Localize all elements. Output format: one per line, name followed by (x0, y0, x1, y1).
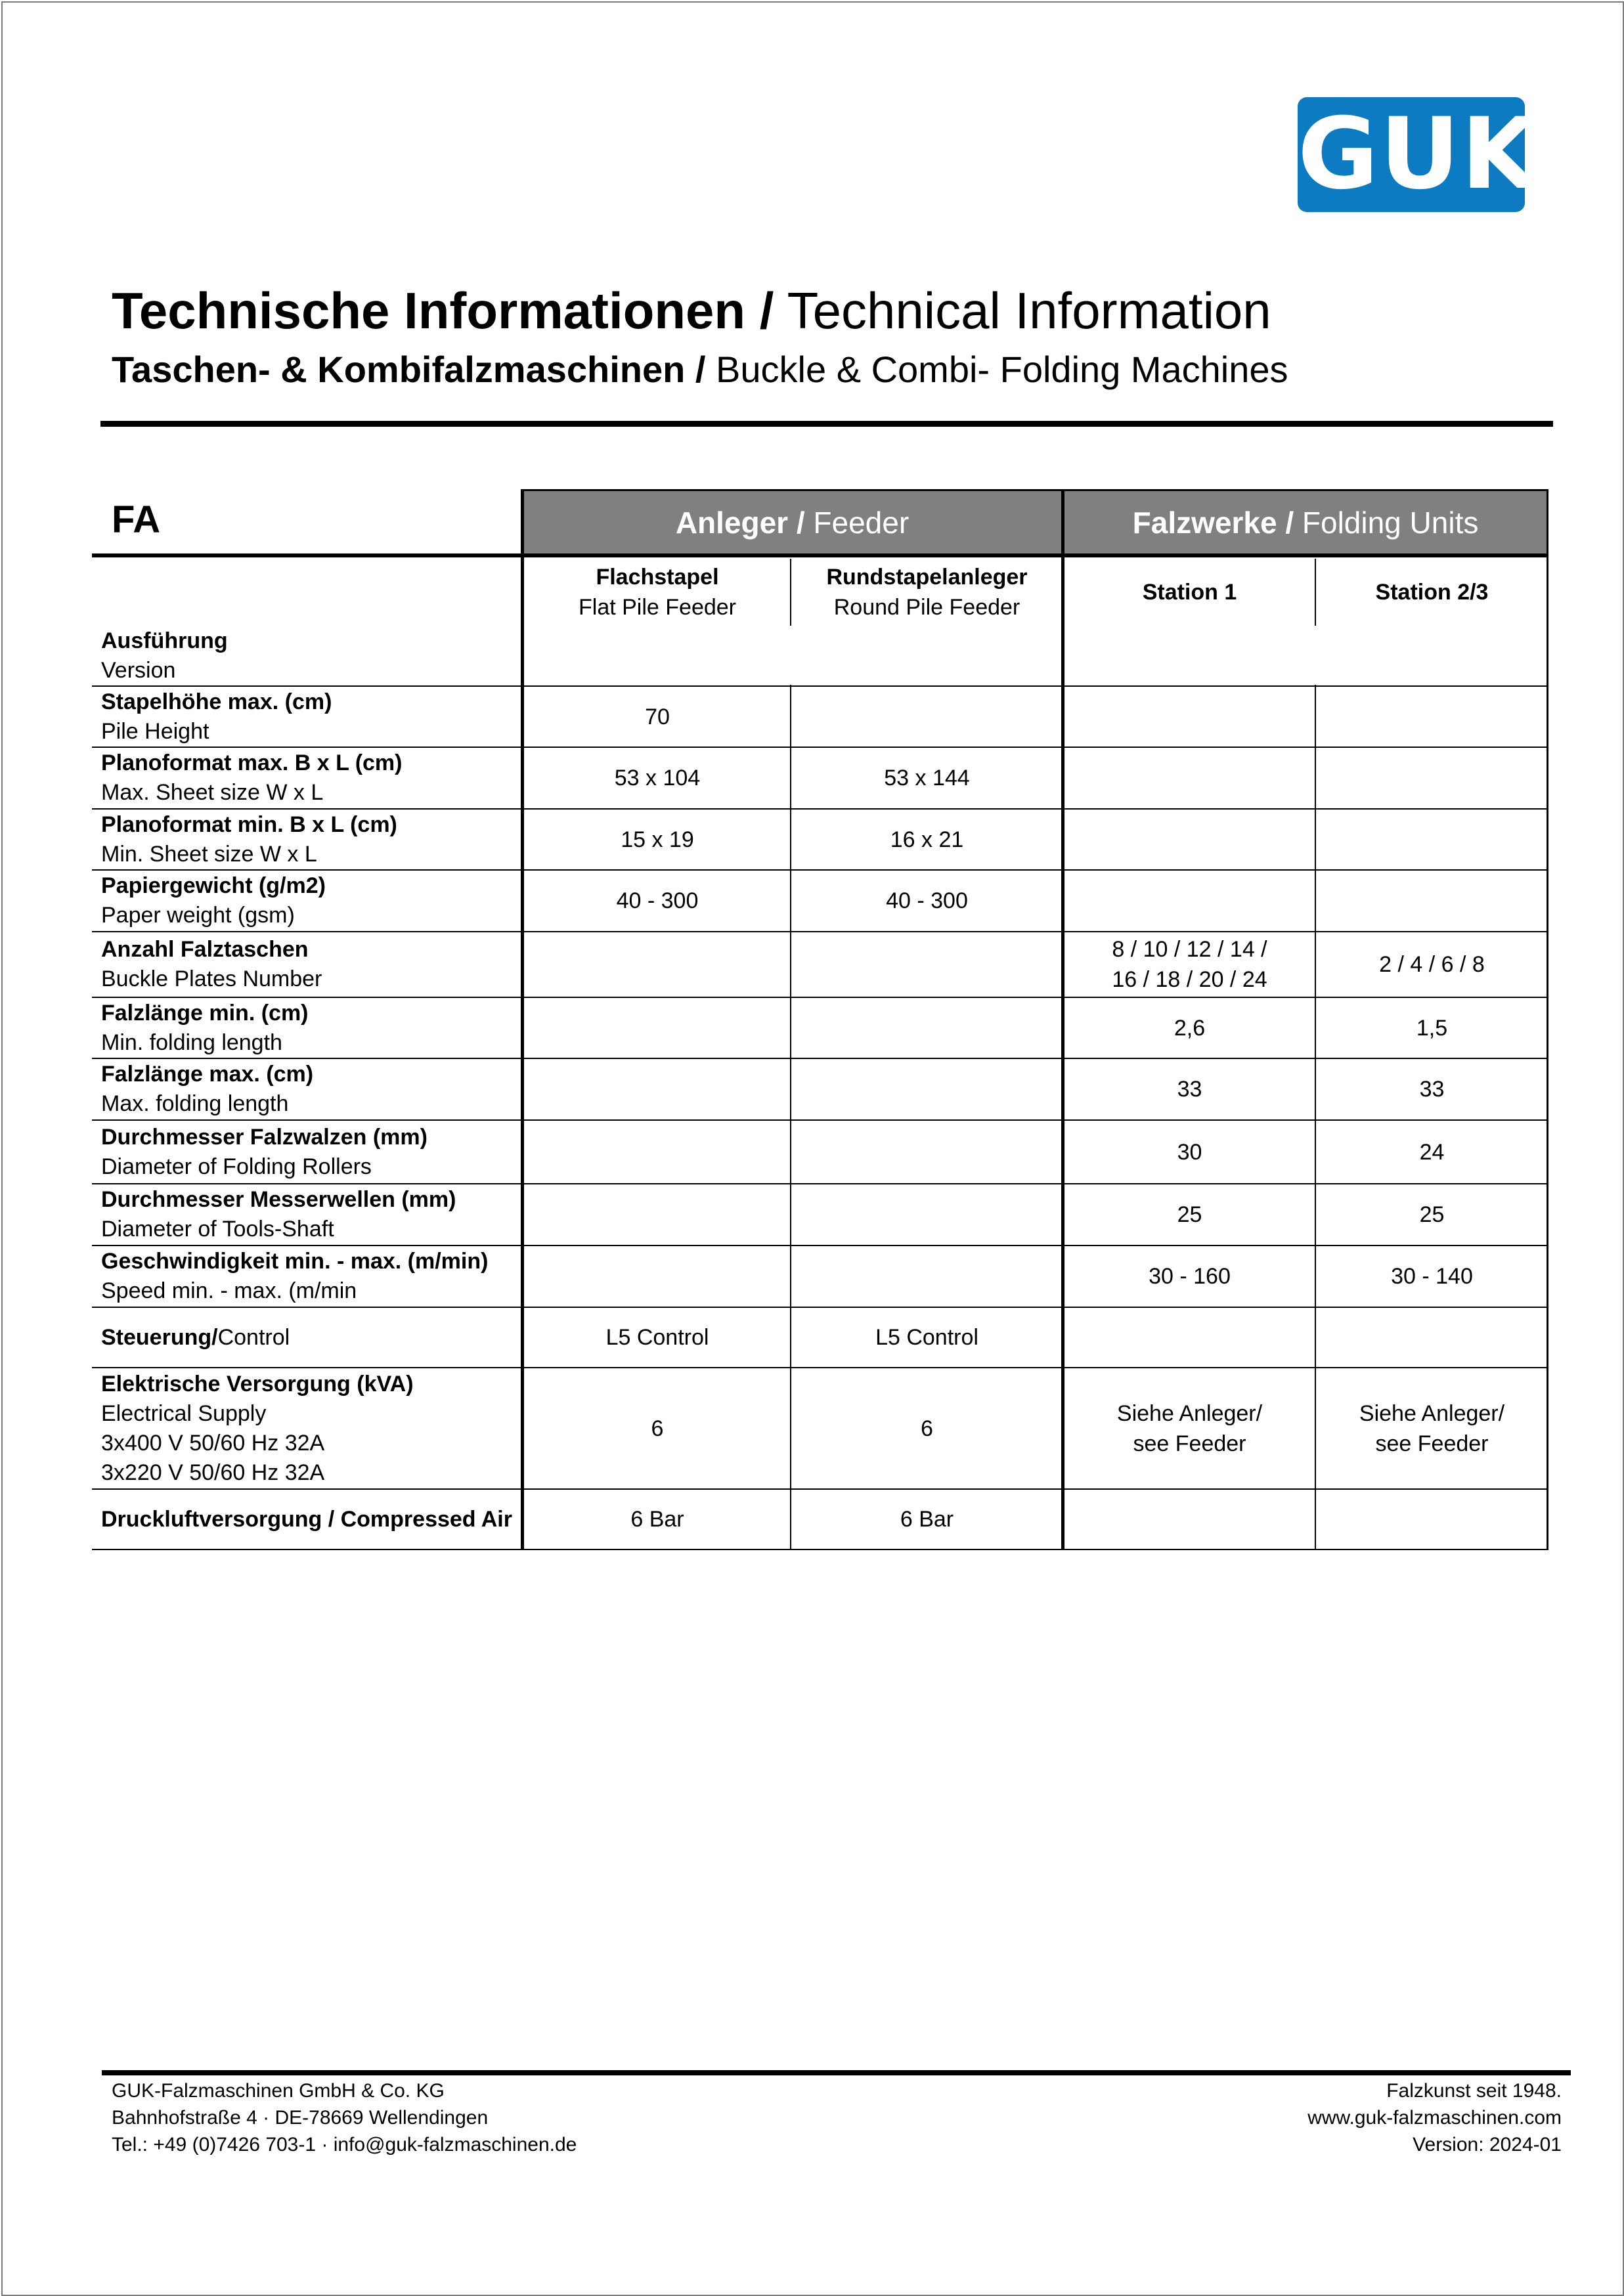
row-label-en: Min. folding length (101, 1029, 282, 1055)
table-cell (1315, 809, 1548, 870)
column-header-de: Rundstapelanleger (826, 564, 1028, 590)
table-cell (791, 686, 1063, 747)
table-cell (1064, 932, 1315, 997)
table-cell (1315, 686, 1548, 747)
subtitle-german: Taschen- & Kombifalzmaschinen / (112, 349, 706, 390)
row-divider (92, 1549, 1548, 1550)
table-cell (1315, 747, 1548, 809)
cell-value: 53 x 104 (614, 766, 701, 791)
cell-value: 30 (1177, 1139, 1202, 1165)
row-label (92, 1368, 521, 1489)
column-divider (790, 559, 791, 1549)
guk-logo: GUK (1298, 97, 1539, 211)
table-cell (1315, 625, 1548, 686)
cell-value: Siehe Anleger/ (1116, 1400, 1263, 1426)
row-label-en: Control (217, 1324, 290, 1350)
footer-left (112, 2077, 577, 2158)
row-label (92, 1307, 521, 1368)
row-label (92, 1184, 521, 1245)
table-cell (1064, 809, 1315, 870)
cell-value: 16 x 21 (890, 827, 964, 852)
table-cell (523, 1307, 791, 1368)
table-cell (791, 809, 1063, 870)
table-cell (523, 1245, 791, 1307)
cell-value: 1,5 (1416, 1015, 1448, 1041)
row-label-de: Durchmesser Falzwalzen (mm) (101, 1124, 428, 1150)
merged-cell-mask (789, 626, 792, 685)
title-english: Technical Information (787, 282, 1271, 339)
row-label-en3: 3x220 V 50/60 Hz 32A (101, 1460, 325, 1485)
table-cell (1315, 1058, 1548, 1120)
table-cell (1064, 870, 1315, 932)
table-cell (791, 1184, 1063, 1245)
table-cell (523, 997, 791, 1058)
cell-value: 40 - 300 (616, 888, 699, 913)
title-german: Technische Informationen / (112, 282, 774, 339)
footer-right (1307, 2077, 1562, 2158)
merged-cell-mask (1314, 626, 1317, 685)
table-cell (791, 870, 1063, 932)
feeder-group-header (522, 490, 1063, 555)
cell-value: 24 (1419, 1139, 1445, 1165)
header-thick-line (92, 553, 1548, 557)
row-label-en: Max. Sheet size W x L (101, 780, 324, 805)
table-right-border (1547, 489, 1548, 1549)
column-header-en: Round Pile Feeder (833, 594, 1020, 620)
footer-slogan: Falzkunst seit 1948. (1386, 2080, 1562, 2102)
cell-value: Siehe Anleger/ (1359, 1400, 1505, 1426)
table-cell (1315, 1489, 1548, 1549)
cell-value-line2: 16 / 18 / 20 / 24 (1112, 967, 1267, 992)
cell-value: 40 - 300 (886, 888, 968, 913)
row-label-en: Buckle Plates Number (101, 966, 322, 991)
table-cell (1315, 1245, 1548, 1307)
table-cell (1064, 1489, 1315, 1549)
cell-value: 6 (921, 1416, 933, 1441)
table-cell (1315, 997, 1548, 1058)
cell-value: 25 (1177, 1202, 1202, 1227)
cell-value-line2: see Feeder (1375, 1431, 1489, 1456)
row-label-de: Falzlänge min. (cm) (101, 1000, 309, 1026)
row-label (92, 1245, 521, 1307)
folding-group-de: Falzwerke / (1132, 506, 1294, 540)
table-cell (1064, 625, 1315, 686)
row-label-en: Diameter of Folding Rollers (101, 1154, 372, 1179)
table-cell (1315, 932, 1548, 997)
row-label (92, 1120, 521, 1184)
group-divider (1061, 489, 1064, 1549)
table-cell (1315, 870, 1548, 932)
cell-value: L5 Control (605, 1325, 709, 1350)
cell-value: 30 - 140 (1391, 1264, 1473, 1289)
table-cell (523, 932, 791, 997)
table-cell (1064, 747, 1315, 809)
footer-company: GUK-Falzmaschinen GmbH & Co. KG (112, 2080, 445, 2102)
column-header-round-pile (791, 559, 1063, 625)
table-cell (1064, 1120, 1315, 1184)
cell-value: 70 (645, 704, 670, 729)
column-header-station-1: Station 1 (1142, 579, 1237, 605)
table-cell (1064, 997, 1315, 1058)
table-cell (523, 625, 791, 686)
page-subtitle (112, 348, 1288, 391)
table-cell (523, 1058, 791, 1120)
footer-contact: Tel.: +49 (0)7426 703-1 · info@guk-falzmaschinen.de (112, 2134, 577, 2155)
cell-value: 53 x 144 (884, 766, 970, 791)
row-label-en: Diameter of Tools-Shaft (101, 1217, 334, 1242)
table-cell (1064, 1245, 1315, 1307)
column-header-flat-pile (523, 559, 791, 625)
row-label-de: Planoformat min. B x L (cm) (101, 812, 397, 837)
table-cell (523, 1368, 791, 1489)
row-label-en: Pile Height (101, 718, 209, 744)
table-cell (791, 1245, 1063, 1307)
row-label-de: Elektrische Versorgung (kVA) (101, 1371, 414, 1397)
feeder-group-en: Feeder (813, 506, 910, 540)
row-label (92, 870, 521, 932)
cell-value: 6 Bar (900, 1507, 954, 1532)
column-header-en: Flat Pile Feeder (579, 594, 736, 620)
row-label (92, 625, 521, 686)
cell-value: 6 (651, 1416, 664, 1441)
table-cell (791, 932, 1063, 997)
model-label: FA (112, 498, 161, 541)
cell-value: 30 - 160 (1149, 1264, 1231, 1289)
row-label (92, 997, 521, 1058)
table-cell (791, 747, 1063, 809)
table-cell (791, 1368, 1063, 1489)
table-cell (523, 809, 791, 870)
cell-value: 2 / 4 / 6 / 8 (1379, 952, 1485, 977)
cell-value: 33 (1177, 1077, 1202, 1102)
column-divider (1315, 559, 1316, 1549)
column-header-station-2-3: Station 2/3 (1375, 579, 1489, 605)
column-header-de: Flachstapel (596, 564, 719, 590)
folding-group-en: Folding Units (1302, 506, 1479, 540)
table-cell (1064, 1184, 1315, 1245)
table-cell (523, 1120, 791, 1184)
cell-value: 2,6 (1174, 1015, 1206, 1041)
table-cell (1315, 1120, 1548, 1184)
row-label (92, 932, 521, 997)
row-label (92, 1489, 521, 1549)
row-label (92, 747, 521, 809)
table-cell (523, 1489, 791, 1549)
row-label-en: Version (101, 657, 176, 683)
row-label-en: Min. Sheet size W x L (101, 841, 317, 867)
table-cell (791, 1307, 1063, 1368)
row-label-en: Paper weight (gsm) (101, 903, 295, 928)
cell-value: 25 (1419, 1202, 1445, 1227)
table-cell (791, 997, 1063, 1058)
row-label-de: Planoformat max. B x L (cm) (101, 750, 403, 775)
page-title (112, 281, 1271, 341)
table-cell (1064, 1058, 1315, 1120)
table-cell (1315, 1307, 1548, 1368)
feeder-group-de: Anleger / (675, 506, 805, 540)
footer-address: Bahnhofstraße 4 · DE-78669 Wellendingen (112, 2107, 489, 2129)
table-cell (523, 1184, 791, 1245)
table-cell (791, 1058, 1063, 1120)
row-label (92, 1058, 521, 1120)
row-label-de: Papiergewicht (g/m2) (101, 873, 326, 898)
subtitle-english: Buckle & Combi- Folding Machines (716, 349, 1288, 390)
table-cell (1315, 1184, 1548, 1245)
row-label-en: Max. folding length (101, 1091, 289, 1116)
row-label (92, 809, 521, 870)
row-label-de: Stapelhöhe max. (cm) (101, 689, 332, 714)
cell-value: 6 Bar (630, 1507, 684, 1532)
footer-website[interactable]: www.guk-falzmaschinen.com (1307, 2107, 1562, 2129)
table-cell (523, 870, 791, 932)
row-label-en2: 3x400 V 50/60 Hz 32A (101, 1430, 325, 1456)
header-divider (100, 421, 1553, 427)
cell-value: 15 x 19 (621, 827, 694, 852)
table-cell (1064, 1307, 1315, 1368)
row-label-de: Falzlänge max. (cm) (101, 1062, 314, 1087)
table-top-line (522, 489, 1548, 491)
table-cell (523, 747, 791, 809)
row-label-de: Ausführung (101, 628, 228, 653)
folding-group-header (1063, 490, 1548, 555)
row-label-en: Electrical Supply (101, 1400, 267, 1426)
row-label-de: Anzahl Falztaschen (101, 937, 309, 962)
table-cell (791, 1120, 1063, 1184)
cell-value: 33 (1419, 1077, 1445, 1102)
table-cell (1315, 1368, 1548, 1489)
cell-value: L5 Control (875, 1325, 978, 1350)
row-label-de: Steuerung/ (101, 1324, 218, 1350)
cell-value: 8 / 10 / 12 / 14 / (1112, 937, 1267, 962)
row-label-de: Durchmesser Messerwellen (mm) (101, 1187, 456, 1212)
table-cell (791, 625, 1063, 686)
table-cell (1064, 1368, 1315, 1489)
table-cell (791, 1489, 1063, 1549)
row-label-en: Speed min. - max. (m/min (101, 1278, 357, 1303)
row-label (92, 686, 521, 747)
row-label-de: Geschwindigkeit min. - max. (m/min) (101, 1249, 489, 1274)
table-cell (1064, 686, 1315, 747)
footer-version: Version: 2024-01 (1413, 2134, 1562, 2155)
label-column-divider (521, 489, 524, 1549)
table-cell (523, 686, 791, 747)
cell-value-line2: see Feeder (1133, 1431, 1246, 1456)
row-label-de: Druckluftversorgung / Compressed Air (101, 1506, 512, 1532)
footer-divider (102, 2070, 1571, 2075)
